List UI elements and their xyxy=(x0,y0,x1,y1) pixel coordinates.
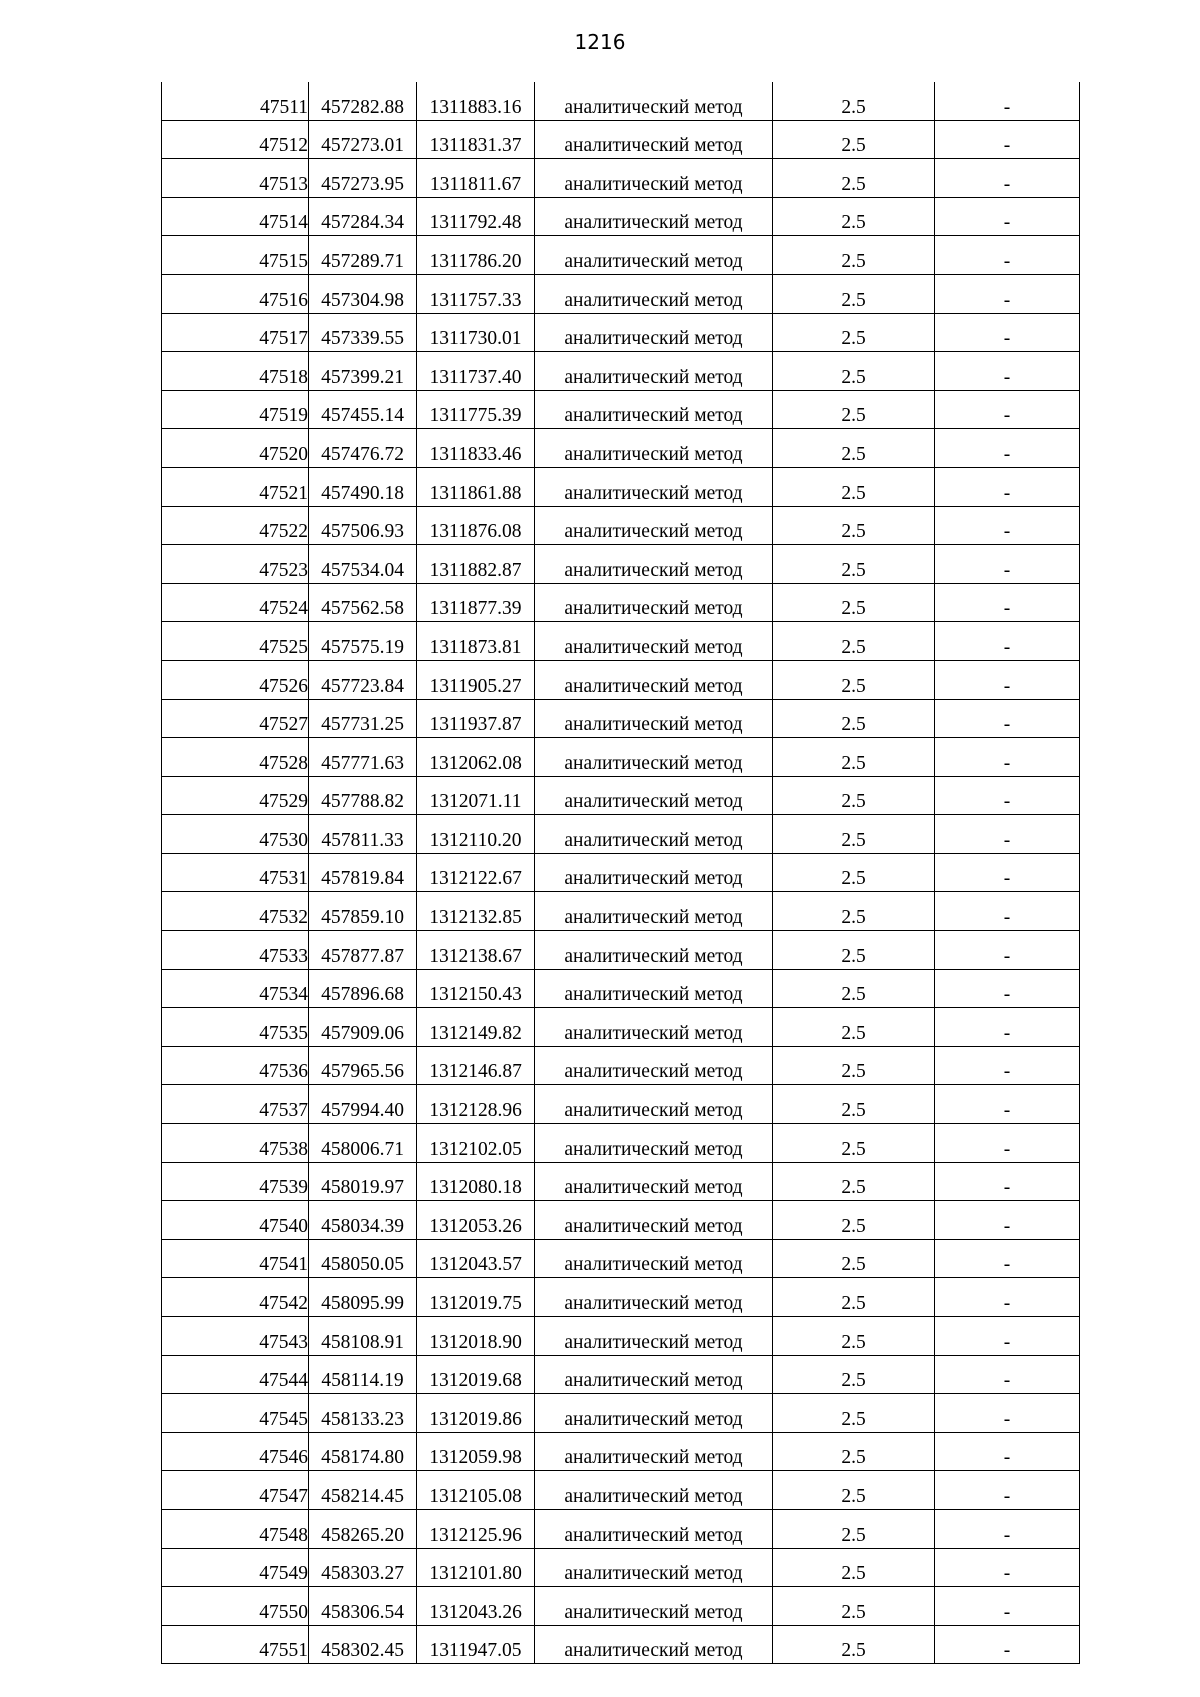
table-row xyxy=(162,1085,1080,1124)
accuracy-cell: 2.5 xyxy=(773,1162,935,1201)
accuracy-cell: 2.5 xyxy=(773,622,935,661)
x-coordinate-cell: 458306.54 xyxy=(309,1587,417,1626)
table-row xyxy=(162,776,1080,815)
method-cell: аналитический метод xyxy=(535,1355,773,1394)
x-coordinate-cell: 458302.45 xyxy=(309,1625,417,1664)
x-coordinate-cell: 458214.45 xyxy=(309,1471,417,1510)
note-cell: - xyxy=(935,506,1080,545)
method-cell: аналитический метод xyxy=(535,1162,773,1201)
point-number-cell: 47524 xyxy=(162,583,309,622)
x-coordinate-cell: 457534.04 xyxy=(309,545,417,584)
y-coordinate-cell: 1312132.85 xyxy=(417,892,535,931)
method-cell: аналитический метод xyxy=(535,1432,773,1471)
accuracy-cell: 2.5 xyxy=(773,545,935,584)
accuracy-cell: 2.5 xyxy=(773,1278,935,1317)
note-cell: - xyxy=(935,1201,1080,1240)
note-cell: - xyxy=(935,660,1080,699)
point-number-cell: 47513 xyxy=(162,159,309,198)
y-coordinate-cell: 1311877.39 xyxy=(417,583,535,622)
accuracy-cell: 2.5 xyxy=(773,506,935,545)
accuracy-cell: 2.5 xyxy=(773,1085,935,1124)
method-cell: аналитический метод xyxy=(535,352,773,391)
method-cell: аналитический метод xyxy=(535,82,773,120)
method-cell: аналитический метод xyxy=(535,1008,773,1047)
x-coordinate-cell: 457284.34 xyxy=(309,197,417,236)
note-cell: - xyxy=(935,1008,1080,1047)
point-number-cell: 47543 xyxy=(162,1317,309,1356)
accuracy-cell: 2.5 xyxy=(773,1394,935,1433)
x-coordinate-cell: 457282.88 xyxy=(309,82,417,120)
point-number-cell: 47518 xyxy=(162,352,309,391)
x-coordinate-cell: 458303.27 xyxy=(309,1548,417,1587)
y-coordinate-cell: 1312053.26 xyxy=(417,1201,535,1240)
x-coordinate-cell: 457273.95 xyxy=(309,159,417,198)
method-cell: аналитический метод xyxy=(535,892,773,931)
x-coordinate-cell: 457811.33 xyxy=(309,815,417,854)
y-coordinate-cell: 1312018.90 xyxy=(417,1317,535,1356)
method-cell: аналитический метод xyxy=(535,660,773,699)
x-coordinate-cell: 458174.80 xyxy=(309,1432,417,1471)
point-number-cell: 47531 xyxy=(162,853,309,892)
method-cell: аналитический метод xyxy=(535,1085,773,1124)
note-cell: - xyxy=(935,197,1080,236)
note-cell: - xyxy=(935,738,1080,777)
accuracy-cell: 2.5 xyxy=(773,159,935,198)
note-cell: - xyxy=(935,467,1080,506)
method-cell: аналитический метод xyxy=(535,776,773,815)
method-cell: аналитический метод xyxy=(535,506,773,545)
x-coordinate-cell: 458114.19 xyxy=(309,1355,417,1394)
table-row xyxy=(162,1471,1080,1510)
table-row xyxy=(162,390,1080,429)
accuracy-cell: 2.5 xyxy=(773,1201,935,1240)
point-number-cell: 47534 xyxy=(162,969,309,1008)
accuracy-cell: 2.5 xyxy=(773,197,935,236)
x-coordinate-cell: 457788.82 xyxy=(309,776,417,815)
x-coordinate-cell: 458019.97 xyxy=(309,1162,417,1201)
y-coordinate-cell: 1312110.20 xyxy=(417,815,535,854)
y-coordinate-cell: 1312043.26 xyxy=(417,1587,535,1626)
method-cell: аналитический метод xyxy=(535,969,773,1008)
y-coordinate-cell: 1311730.01 xyxy=(417,313,535,352)
point-number-cell: 47545 xyxy=(162,1394,309,1433)
method-cell: аналитический метод xyxy=(535,1625,773,1664)
y-coordinate-cell: 1311861.88 xyxy=(417,467,535,506)
method-cell: аналитический метод xyxy=(535,583,773,622)
method-cell: аналитический метод xyxy=(535,274,773,313)
note-cell: - xyxy=(935,352,1080,391)
y-coordinate-cell: 1312125.96 xyxy=(417,1509,535,1548)
note-cell: - xyxy=(935,1509,1080,1548)
note-cell: - xyxy=(935,1162,1080,1201)
y-coordinate-cell: 1311883.16 xyxy=(417,82,535,120)
point-number-cell: 47542 xyxy=(162,1278,309,1317)
y-coordinate-cell: 1312146.87 xyxy=(417,1046,535,1085)
point-number-cell: 47538 xyxy=(162,1124,309,1163)
accuracy-cell: 2.5 xyxy=(773,583,935,622)
note-cell: - xyxy=(935,969,1080,1008)
table-row xyxy=(162,236,1080,275)
point-number-cell: 47515 xyxy=(162,236,309,275)
y-coordinate-cell: 1312101.80 xyxy=(417,1548,535,1587)
table-row xyxy=(162,1124,1080,1163)
x-coordinate-cell: 457575.19 xyxy=(309,622,417,661)
point-number-cell: 47547 xyxy=(162,1471,309,1510)
accuracy-cell: 2.5 xyxy=(773,1008,935,1047)
method-cell: аналитический метод xyxy=(535,1317,773,1356)
x-coordinate-cell: 457965.56 xyxy=(309,1046,417,1085)
method-cell: аналитический метод xyxy=(535,120,773,159)
accuracy-cell: 2.5 xyxy=(773,1355,935,1394)
accuracy-cell: 2.5 xyxy=(773,776,935,815)
x-coordinate-cell: 457476.72 xyxy=(309,429,417,468)
point-number-cell: 47522 xyxy=(162,506,309,545)
table-row xyxy=(162,313,1080,352)
note-cell: - xyxy=(935,1278,1080,1317)
accuracy-cell: 2.5 xyxy=(773,1046,935,1085)
y-coordinate-cell: 1312149.82 xyxy=(417,1008,535,1047)
x-coordinate-cell: 457877.87 xyxy=(309,931,417,970)
point-number-cell: 47541 xyxy=(162,1239,309,1278)
method-cell: аналитический метод xyxy=(535,1046,773,1085)
method-cell: аналитический метод xyxy=(535,1239,773,1278)
note-cell: - xyxy=(935,1239,1080,1278)
point-number-cell: 47526 xyxy=(162,660,309,699)
point-number-cell: 47525 xyxy=(162,622,309,661)
accuracy-cell: 2.5 xyxy=(773,352,935,391)
y-coordinate-cell: 1311947.05 xyxy=(417,1625,535,1664)
note-cell: - xyxy=(935,429,1080,468)
x-coordinate-cell: 457455.14 xyxy=(309,390,417,429)
x-coordinate-cell: 458050.05 xyxy=(309,1239,417,1278)
method-cell: аналитический метод xyxy=(535,931,773,970)
method-cell: аналитический метод xyxy=(535,390,773,429)
y-coordinate-cell: 1312102.05 xyxy=(417,1124,535,1163)
accuracy-cell: 2.5 xyxy=(773,120,935,159)
point-number-cell: 47551 xyxy=(162,1625,309,1664)
y-coordinate-cell: 1312105.08 xyxy=(417,1471,535,1510)
y-coordinate-cell: 1312019.68 xyxy=(417,1355,535,1394)
accuracy-cell: 2.5 xyxy=(773,274,935,313)
method-cell: аналитический метод xyxy=(535,313,773,352)
note-cell: - xyxy=(935,120,1080,159)
point-number-cell: 47516 xyxy=(162,274,309,313)
method-cell: аналитический метод xyxy=(535,1278,773,1317)
point-number-cell: 47532 xyxy=(162,892,309,931)
y-coordinate-cell: 1311876.08 xyxy=(417,506,535,545)
note-cell: - xyxy=(935,1317,1080,1356)
point-number-cell: 47528 xyxy=(162,738,309,777)
y-coordinate-cell: 1311882.87 xyxy=(417,545,535,584)
note-cell: - xyxy=(935,892,1080,931)
table-row xyxy=(162,815,1080,854)
y-coordinate-cell: 1312059.98 xyxy=(417,1432,535,1471)
point-number-cell: 47549 xyxy=(162,1548,309,1587)
y-coordinate-cell: 1311786.20 xyxy=(417,236,535,275)
table-row xyxy=(162,1239,1080,1278)
page-number: 1216 xyxy=(574,30,626,54)
table-row xyxy=(162,274,1080,313)
x-coordinate-cell: 457273.01 xyxy=(309,120,417,159)
table-row xyxy=(162,1548,1080,1587)
y-coordinate-cell: 1311833.46 xyxy=(417,429,535,468)
point-number-cell: 47544 xyxy=(162,1355,309,1394)
x-coordinate-cell: 457859.10 xyxy=(309,892,417,931)
note-cell: - xyxy=(935,1548,1080,1587)
method-cell: аналитический метод xyxy=(535,699,773,738)
y-coordinate-cell: 1312043.57 xyxy=(417,1239,535,1278)
point-number-cell: 47514 xyxy=(162,197,309,236)
accuracy-cell: 2.5 xyxy=(773,892,935,931)
y-coordinate-cell: 1312019.86 xyxy=(417,1394,535,1433)
y-coordinate-cell: 1312019.75 xyxy=(417,1278,535,1317)
table-row xyxy=(162,1509,1080,1548)
x-coordinate-cell: 457723.84 xyxy=(309,660,417,699)
point-number-cell: 47527 xyxy=(162,699,309,738)
method-cell: аналитический метод xyxy=(535,738,773,777)
table-row xyxy=(162,1432,1080,1471)
point-number-cell: 47540 xyxy=(162,1201,309,1240)
y-coordinate-cell: 1312062.08 xyxy=(417,738,535,777)
table-row xyxy=(162,120,1080,159)
method-cell: аналитический метод xyxy=(535,1587,773,1626)
accuracy-cell: 2.5 xyxy=(773,1124,935,1163)
point-number-cell: 47512 xyxy=(162,120,309,159)
accuracy-cell: 2.5 xyxy=(773,738,935,777)
method-cell: аналитический метод xyxy=(535,815,773,854)
accuracy-cell: 2.5 xyxy=(773,931,935,970)
note-cell: - xyxy=(935,931,1080,970)
x-coordinate-cell: 457819.84 xyxy=(309,853,417,892)
table-row xyxy=(162,853,1080,892)
method-cell: аналитический метод xyxy=(535,1471,773,1510)
table-row xyxy=(162,931,1080,970)
accuracy-cell: 2.5 xyxy=(773,1239,935,1278)
method-cell: аналитический метод xyxy=(535,429,773,468)
accuracy-cell: 2.5 xyxy=(773,1509,935,1548)
note-cell: - xyxy=(935,853,1080,892)
note-cell: - xyxy=(935,313,1080,352)
point-number-cell: 47530 xyxy=(162,815,309,854)
coordinates-table-body xyxy=(162,82,1080,1664)
table-row xyxy=(162,1278,1080,1317)
table-row xyxy=(162,892,1080,931)
y-coordinate-cell: 1311737.40 xyxy=(417,352,535,391)
x-coordinate-cell: 457909.06 xyxy=(309,1008,417,1047)
x-coordinate-cell: 457771.63 xyxy=(309,738,417,777)
x-coordinate-cell: 457994.40 xyxy=(309,1085,417,1124)
note-cell: - xyxy=(935,390,1080,429)
point-number-cell: 47548 xyxy=(162,1509,309,1548)
note-cell: - xyxy=(935,1046,1080,1085)
point-number-cell: 47511 xyxy=(162,82,309,120)
method-cell: аналитический метод xyxy=(535,1394,773,1433)
note-cell: - xyxy=(935,545,1080,584)
x-coordinate-cell: 457399.21 xyxy=(309,352,417,391)
x-coordinate-cell: 458133.23 xyxy=(309,1394,417,1433)
accuracy-cell: 2.5 xyxy=(773,699,935,738)
table-row xyxy=(162,738,1080,777)
accuracy-cell: 2.5 xyxy=(773,313,935,352)
accuracy-cell: 2.5 xyxy=(773,815,935,854)
table-row xyxy=(162,352,1080,391)
table-row xyxy=(162,429,1080,468)
x-coordinate-cell: 457562.58 xyxy=(309,583,417,622)
x-coordinate-cell: 458006.71 xyxy=(309,1124,417,1163)
point-number-cell: 47520 xyxy=(162,429,309,468)
method-cell: аналитический метод xyxy=(535,159,773,198)
note-cell: - xyxy=(935,1394,1080,1433)
accuracy-cell: 2.5 xyxy=(773,1587,935,1626)
x-coordinate-cell: 457896.68 xyxy=(309,969,417,1008)
y-coordinate-cell: 1311757.33 xyxy=(417,274,535,313)
table-row xyxy=(162,1008,1080,1047)
x-coordinate-cell: 458108.91 xyxy=(309,1317,417,1356)
y-coordinate-cell: 1312150.43 xyxy=(417,969,535,1008)
method-cell: аналитический метод xyxy=(535,1548,773,1587)
note-cell: - xyxy=(935,1471,1080,1510)
x-coordinate-cell: 457339.55 xyxy=(309,313,417,352)
note-cell: - xyxy=(935,82,1080,120)
method-cell: аналитический метод xyxy=(535,236,773,275)
point-number-cell: 47521 xyxy=(162,467,309,506)
accuracy-cell: 2.5 xyxy=(773,429,935,468)
table-row xyxy=(162,622,1080,661)
x-coordinate-cell: 458265.20 xyxy=(309,1509,417,1548)
accuracy-cell: 2.5 xyxy=(773,1432,935,1471)
table-row xyxy=(162,82,1080,120)
accuracy-cell: 2.5 xyxy=(773,969,935,1008)
y-coordinate-cell: 1312138.67 xyxy=(417,931,535,970)
y-coordinate-cell: 1312080.18 xyxy=(417,1162,535,1201)
y-coordinate-cell: 1312071.11 xyxy=(417,776,535,815)
note-cell: - xyxy=(935,583,1080,622)
table-row xyxy=(162,1162,1080,1201)
point-number-cell: 47536 xyxy=(162,1046,309,1085)
point-number-cell: 47517 xyxy=(162,313,309,352)
y-coordinate-cell: 1311937.87 xyxy=(417,699,535,738)
table-row xyxy=(162,1355,1080,1394)
point-number-cell: 47523 xyxy=(162,545,309,584)
y-coordinate-cell: 1312122.67 xyxy=(417,853,535,892)
y-coordinate-cell: 1311792.48 xyxy=(417,197,535,236)
note-cell: - xyxy=(935,274,1080,313)
method-cell: аналитический метод xyxy=(535,1124,773,1163)
point-number-cell: 47539 xyxy=(162,1162,309,1201)
accuracy-cell: 2.5 xyxy=(773,1317,935,1356)
point-number-cell: 47529 xyxy=(162,776,309,815)
table-row xyxy=(162,545,1080,584)
table-row xyxy=(162,1625,1080,1664)
accuracy-cell: 2.5 xyxy=(773,1625,935,1664)
table-row xyxy=(162,660,1080,699)
method-cell: аналитический метод xyxy=(535,197,773,236)
y-coordinate-cell: 1311873.81 xyxy=(417,622,535,661)
table-row xyxy=(162,506,1080,545)
note-cell: - xyxy=(935,1355,1080,1394)
x-coordinate-cell: 458095.99 xyxy=(309,1278,417,1317)
table-row xyxy=(162,197,1080,236)
y-coordinate-cell: 1311775.39 xyxy=(417,390,535,429)
note-cell: - xyxy=(935,1625,1080,1664)
point-number-cell: 47546 xyxy=(162,1432,309,1471)
method-cell: аналитический метод xyxy=(535,1509,773,1548)
y-coordinate-cell: 1311811.67 xyxy=(417,159,535,198)
point-number-cell: 47550 xyxy=(162,1587,309,1626)
accuracy-cell: 2.5 xyxy=(773,660,935,699)
table-row xyxy=(162,969,1080,1008)
table-row xyxy=(162,1046,1080,1085)
accuracy-cell: 2.5 xyxy=(773,1471,935,1510)
method-cell: аналитический метод xyxy=(535,1201,773,1240)
y-coordinate-cell: 1312128.96 xyxy=(417,1085,535,1124)
table-row xyxy=(162,159,1080,198)
method-cell: аналитический метод xyxy=(535,622,773,661)
point-number-cell: 47533 xyxy=(162,931,309,970)
point-number-cell: 47535 xyxy=(162,1008,309,1047)
x-coordinate-cell: 458034.39 xyxy=(309,1201,417,1240)
table-row xyxy=(162,1201,1080,1240)
note-cell: - xyxy=(935,1432,1080,1471)
note-cell: - xyxy=(935,622,1080,661)
accuracy-cell: 2.5 xyxy=(773,390,935,429)
y-coordinate-cell: 1311905.27 xyxy=(417,660,535,699)
x-coordinate-cell: 457506.93 xyxy=(309,506,417,545)
accuracy-cell: 2.5 xyxy=(773,853,935,892)
method-cell: аналитический метод xyxy=(535,853,773,892)
table-row xyxy=(162,1394,1080,1433)
note-cell: - xyxy=(935,776,1080,815)
x-coordinate-cell: 457289.71 xyxy=(309,236,417,275)
note-cell: - xyxy=(935,815,1080,854)
method-cell: аналитический метод xyxy=(535,467,773,506)
y-coordinate-cell: 1311831.37 xyxy=(417,120,535,159)
accuracy-cell: 2.5 xyxy=(773,467,935,506)
note-cell: - xyxy=(935,1587,1080,1626)
method-cell: аналитический метод xyxy=(535,545,773,584)
point-number-cell: 47537 xyxy=(162,1085,309,1124)
table-row xyxy=(162,699,1080,738)
note-cell: - xyxy=(935,1085,1080,1124)
table-row xyxy=(162,583,1080,622)
x-coordinate-cell: 457490.18 xyxy=(309,467,417,506)
table-row xyxy=(162,1587,1080,1626)
accuracy-cell: 2.5 xyxy=(773,236,935,275)
note-cell: - xyxy=(935,236,1080,275)
x-coordinate-cell: 457731.25 xyxy=(309,699,417,738)
note-cell: - xyxy=(935,699,1080,738)
accuracy-cell: 2.5 xyxy=(773,1548,935,1587)
table-row xyxy=(162,1317,1080,1356)
x-coordinate-cell: 457304.98 xyxy=(309,274,417,313)
note-cell: - xyxy=(935,159,1080,198)
point-number-cell: 47519 xyxy=(162,390,309,429)
table-row xyxy=(162,467,1080,506)
note-cell: - xyxy=(935,1124,1080,1163)
coordinates-table xyxy=(161,82,1080,1664)
accuracy-cell: 2.5 xyxy=(773,82,935,120)
